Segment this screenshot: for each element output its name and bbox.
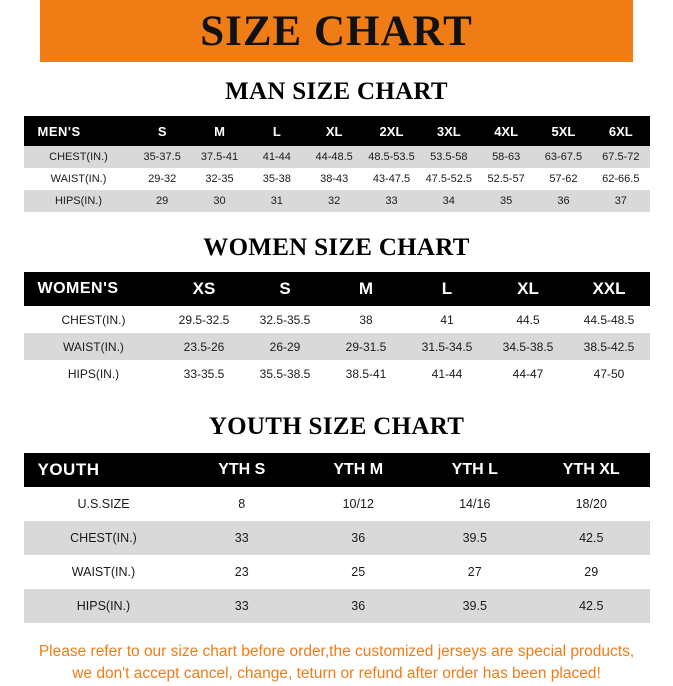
- man-col-header: L: [248, 116, 305, 146]
- youth-col-header: YTH XL: [533, 453, 650, 487]
- table-header-row: [24, 453, 650, 487]
- youth-cell: 8: [184, 487, 301, 521]
- man-cell: 35-38: [248, 168, 305, 190]
- man-cell: 52.5-57: [477, 168, 534, 190]
- women-cell: 33-35.5: [164, 360, 245, 387]
- women-cell: 23.5-26: [164, 333, 245, 360]
- youth-cell: 25: [300, 555, 417, 589]
- women-cell: 38: [326, 306, 407, 333]
- table-row: [24, 168, 650, 190]
- youth-row-label: CHEST(IN.): [24, 521, 184, 555]
- table-row: [24, 555, 650, 589]
- man-cell: 32: [305, 190, 362, 212]
- footer-note: [14, 641, 659, 686]
- table-row: [24, 333, 650, 360]
- man-cell: 62-66.5: [592, 168, 649, 190]
- table-row: [24, 146, 650, 168]
- women-size-table: [24, 272, 650, 387]
- youth-cell: 39.5: [417, 521, 534, 555]
- man-cell: 57-62: [535, 168, 592, 190]
- man-cell: 36: [535, 190, 592, 212]
- women-cell: 41: [407, 306, 488, 333]
- youth-cell: 27: [417, 555, 534, 589]
- women-corner-label: WOMEN'S: [24, 272, 164, 306]
- man-col-header: XL: [305, 116, 362, 146]
- man-col-header: 5XL: [535, 116, 592, 146]
- man-cell: 67.5-72: [592, 146, 649, 168]
- table-row: [24, 190, 650, 212]
- table-row: [24, 360, 650, 387]
- youth-row-label: WAIST(IN.): [24, 555, 184, 589]
- man-row-label: WAIST(IN.): [24, 168, 134, 190]
- women-cell: 41-44: [407, 360, 488, 387]
- man-cell: 30: [191, 190, 248, 212]
- women-cell: 32.5-35.5: [245, 306, 326, 333]
- man-row-label: CHEST(IN.): [24, 146, 134, 168]
- man-col-header: 6XL: [592, 116, 649, 146]
- women-cell: 35.5-38.5: [245, 360, 326, 387]
- youth-corner-label: YOUTH: [24, 453, 184, 487]
- man-cell: 35-37.5: [134, 146, 191, 168]
- table-header-row: [24, 272, 650, 306]
- man-cell: 34: [420, 190, 477, 212]
- table-row: [24, 589, 650, 623]
- women-section-title: WOMEN SIZE CHART: [203, 234, 470, 261]
- man-cell: 44-48.5: [305, 146, 362, 168]
- youth-cell: 33: [184, 589, 301, 623]
- man-section-title: MAN SIZE CHART: [225, 78, 448, 105]
- youth-section-title: YOUTH SIZE CHART: [208, 413, 465, 440]
- women-cell: 44-47: [488, 360, 569, 387]
- man-cell: 41-44: [248, 146, 305, 168]
- man-size-table: [24, 116, 650, 212]
- women-cell: 38.5-41: [326, 360, 407, 387]
- women-cell: 29-31.5: [326, 333, 407, 360]
- page-title: SIZE CHART: [200, 7, 473, 55]
- women-col-header: XXL: [569, 272, 650, 306]
- man-cell: 32-35: [191, 168, 248, 190]
- youth-size-table: [24, 453, 650, 623]
- youth-cell: 39.5: [417, 589, 534, 623]
- man-row-label: HIPS(IN.): [24, 190, 134, 212]
- youth-cell: 42.5: [533, 589, 650, 623]
- youth-cell: 23: [184, 555, 301, 589]
- women-cell: 29.5-32.5: [164, 306, 245, 333]
- man-cell: 37: [592, 190, 649, 212]
- youth-col-header: YTH L: [417, 453, 534, 487]
- women-cell: 34.5-38.5: [488, 333, 569, 360]
- man-col-header: 2XL: [363, 116, 420, 146]
- man-cell: 33: [363, 190, 420, 212]
- man-cell: 29-32: [134, 168, 191, 190]
- man-cell: 38-43: [305, 168, 362, 190]
- women-cell: 44.5: [488, 306, 569, 333]
- man-cell: 63-67.5: [535, 146, 592, 168]
- youth-cell: 36: [300, 589, 417, 623]
- women-cell: 47-50: [569, 360, 650, 387]
- man-col-header: 3XL: [420, 116, 477, 146]
- women-cell: 44.5-48.5: [569, 306, 650, 333]
- table-header-row: [24, 116, 650, 146]
- youth-col-header: YTH M: [300, 453, 417, 487]
- women-col-header: S: [245, 272, 326, 306]
- women-col-header: M: [326, 272, 407, 306]
- table-row: [24, 487, 650, 521]
- women-row-label: HIPS(IN.): [24, 360, 164, 387]
- youth-cell: 36: [300, 521, 417, 555]
- youth-cell: 14/16: [417, 487, 534, 521]
- man-cell: 47.5-52.5: [420, 168, 477, 190]
- women-col-header: XS: [164, 272, 245, 306]
- women-col-header: L: [407, 272, 488, 306]
- youth-col-header: YTH S: [184, 453, 301, 487]
- youth-cell: 29: [533, 555, 650, 589]
- women-cell: 31.5-34.5: [407, 333, 488, 360]
- man-cell: 37.5-41: [191, 146, 248, 168]
- man-col-header: 4XL: [477, 116, 534, 146]
- women-cell: 38.5-42.5: [569, 333, 650, 360]
- youth-cell: 42.5: [533, 521, 650, 555]
- man-cell: 48.5-53.5: [363, 146, 420, 168]
- women-row-label: CHEST(IN.): [24, 306, 164, 333]
- man-cell: 35: [477, 190, 534, 212]
- man-cell: 29: [134, 190, 191, 212]
- youth-cell: 18/20: [533, 487, 650, 521]
- man-cell: 31: [248, 190, 305, 212]
- man-col-header: M: [191, 116, 248, 146]
- youth-cell: 10/12: [300, 487, 417, 521]
- man-cell: 53.5-58: [420, 146, 477, 168]
- table-row: [24, 306, 650, 333]
- man-cell: 43-47.5: [363, 168, 420, 190]
- women-col-header: XL: [488, 272, 569, 306]
- youth-row-label: U.S.SIZE: [24, 487, 184, 521]
- footer-note-line-2: we don't accept cancel, change, teturn or refund after order has been placed!: [72, 665, 601, 683]
- women-cell: 26-29: [245, 333, 326, 360]
- youth-row-label: HIPS(IN.): [24, 589, 184, 623]
- table-row: [24, 521, 650, 555]
- man-corner-label: MEN'S: [24, 116, 134, 146]
- women-row-label: WAIST(IN.): [24, 333, 164, 360]
- footer-note-line-1: Please refer to our size chart before order,the customized jerseys are special products,: [38, 643, 635, 660]
- man-col-header: S: [134, 116, 191, 146]
- youth-cell: 33: [184, 521, 301, 555]
- header-banner: [0, 0, 673, 62]
- man-cell: 58-63: [477, 146, 534, 168]
